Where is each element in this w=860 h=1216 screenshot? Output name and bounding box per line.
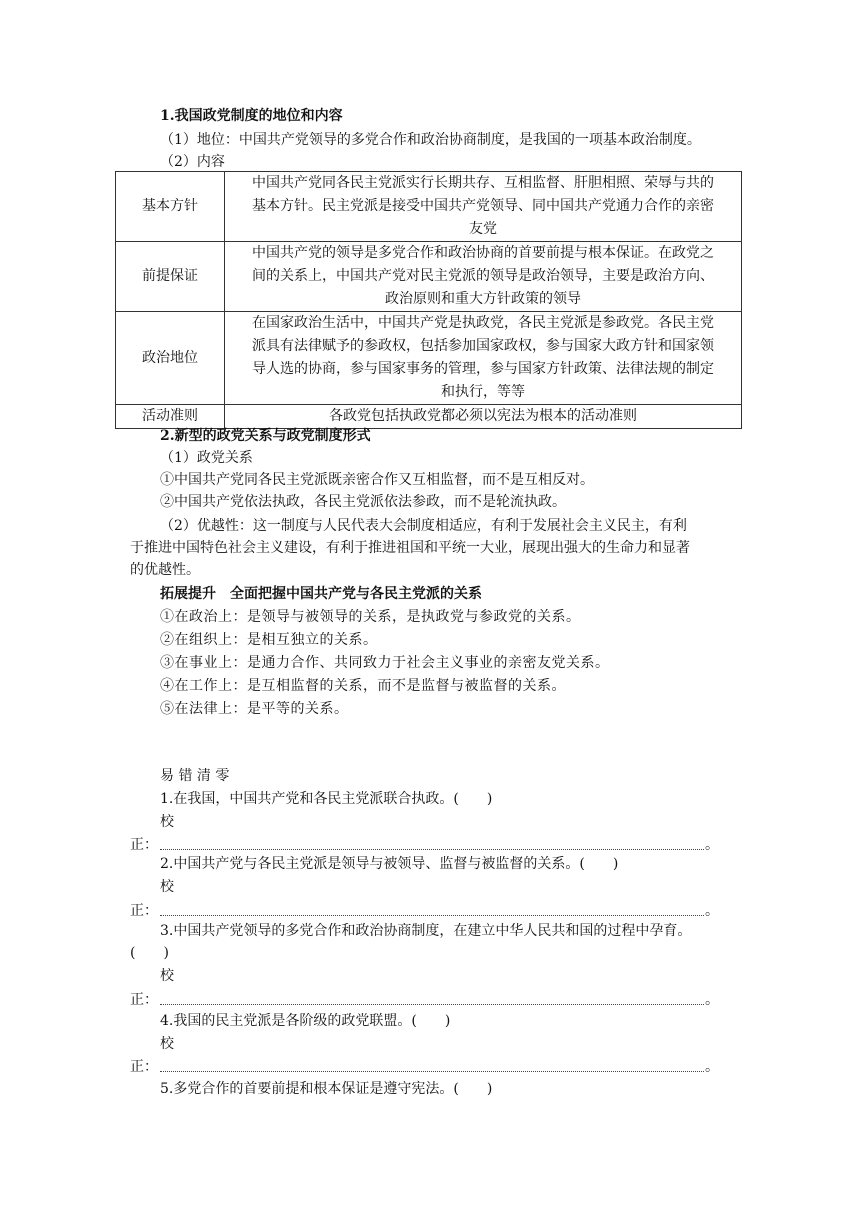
section2-relation-1: ①中国共产党同各民主党派既亲密合作又互相监督，而不是互相反对。 [160,472,594,488]
table-key: 基本方针 [116,172,225,242]
party-system-table [115,171,742,429]
answer-line-end: 。 [705,837,719,853]
extension-item: ⑤在法律上：是平等的关系。 [160,701,349,717]
section2-relation-label: （1）政党关系 [160,450,253,466]
table-key: 活动准则 [116,405,225,429]
correction-label: 正： [130,1059,158,1075]
correction-label: 校 [160,968,174,984]
section1-position: （1）地位：中国共产党领导的多党合作和政治协商制度，是我国的一项基本政治制度。 [160,132,701,148]
answer-line-end: 。 [705,903,719,919]
table-value: 各政党包括执政党都必须以宪法为根本的活动准则 [225,405,742,429]
quiz-question-4: 4.我国的民主党派是各阶级的政党联盟。( ) [160,1013,451,1029]
quiz-question-3-bracket: ( ) [130,945,169,961]
extension-item: ④在工作上：是互相监督的关系，而不是监督与被监督的关系。 [160,678,566,694]
table-row [116,312,742,405]
extension-title: 拓展提升 全面把握中国共产党与各民主党派的关系 [160,586,482,602]
quiz-question-1: 1.在我国，中国共产党和各民主党派联合执政。( ) [160,791,493,807]
answer-line[interactable] [160,1004,704,1005]
quiz-question-5: 5.多党合作的首要前提和根本保证是遵守宪法。( ) [160,1081,493,1097]
answer-line[interactable] [160,849,704,850]
correction-label: 正： [130,837,158,853]
table-value: 中国共产党同各民主党派实行长期共存、互相监督、肝胆相照、荣辱与共的 基本方针。民主党派是接受中国共产党领导、同中国共产党通力合作的亲密 友党 [225,172,742,242]
table-value: 中国共产党的领导是多党合作和政治协商的首要前提与根本保证。在政党之 间的关系上，中国共产党对民主党派的领导是政治领导，主要是政治方向、 政治原则和重大方针政策的领导 [225,242,742,312]
correction-label: 校 [160,879,174,895]
section2-title: 2.新型的政党关系与政党制度形式 [160,428,371,444]
section2-advantage-line2: 于推进中国特色社会主义建设，有利于推进祖国和平统一大业，展现出强大的生命力和显著 [130,540,690,556]
section2-advantage-line3: 的优越性。 [130,562,200,578]
table-row [116,242,742,312]
table-key: 政治地位 [116,312,225,405]
correction-label: 校 [160,814,174,830]
table-row [116,172,742,242]
table-key: 前提保证 [116,242,225,312]
quiz-question-2: 2.中国共产党与各民主党派是领导与被领导、监督与被监督的关系。( ) [160,856,619,872]
extension-item: ②在组织上：是相互独立的关系。 [160,632,378,648]
correction-label: 正： [130,903,158,919]
table-value: 在国家政治生活中，中国共产党是执政党，各民主党派是参政党。各民主党 派具有法律赋予的参政权，包括参加国家政权，参与国家大政方针和国家领 导人选的协商，参与国家事务的管理，参与国家方针政策、法律法规的制定 和执行，等等 [225,312,742,405]
quiz-question-3: 3.中国共产党领导的多党合作和政治协商制度，在建立中华人民共和国的过程中孕育。 [160,923,692,939]
correction-label: 正： [130,992,158,1008]
answer-line-end: 。 [705,1059,719,1075]
extension-item: ③在事业上：是通力合作、共同致力于社会主义事业的亲密友党关系。 [160,655,610,671]
extension-item: ①在政治上：是领导与被领导的关系，是执政党与参政党的关系。 [160,609,581,625]
section1-content-label: （2）内容 [160,154,225,170]
correction-label: 校 [160,1036,174,1052]
answer-line[interactable] [160,915,704,916]
section1-title: 1.我国政党制度的地位和内容 [160,108,343,124]
section2-advantage-line1: （2）优越性：这一制度与人民代表大会制度相适应，有利于发展社会主义民主，有利 [160,518,687,534]
section2-relation-2: ②中国共产党依法执政，各民主党派依法参政，而不是轮流执政。 [160,494,566,510]
answer-line[interactable] [160,1071,704,1072]
quiz-heading: 易 错 清 零 [160,768,230,784]
answer-line-end: 。 [705,992,719,1008]
